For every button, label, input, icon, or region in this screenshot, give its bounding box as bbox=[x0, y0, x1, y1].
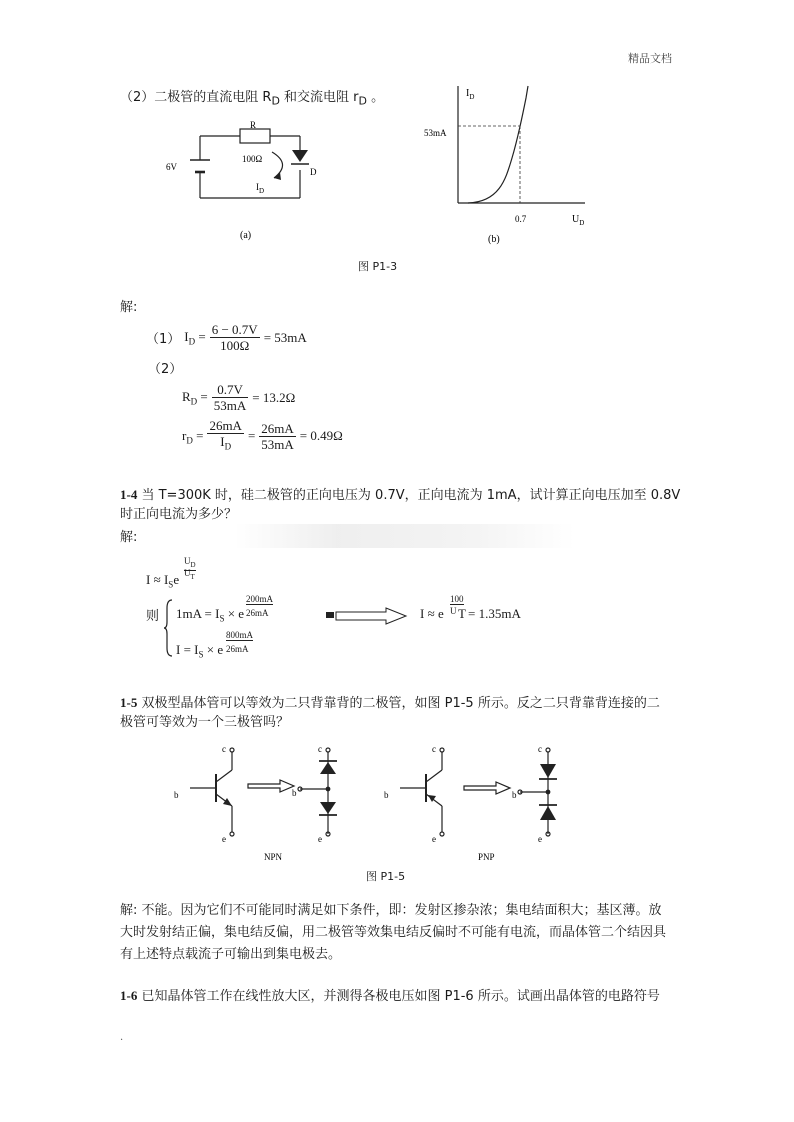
svg-text:e: e bbox=[432, 834, 436, 844]
resistor-label: R bbox=[250, 120, 257, 130]
svg-text:c: c bbox=[222, 744, 226, 754]
figure-caption-p1-5: 图 P1-5 bbox=[366, 870, 406, 883]
implies-arrow bbox=[326, 606, 410, 626]
circuit-diagram-a bbox=[160, 118, 340, 243]
iv-curve-graph-b bbox=[420, 78, 600, 248]
svg-text:b: b bbox=[384, 790, 389, 800]
header-watermark: 精品文档 bbox=[628, 52, 672, 65]
svg-text:b: b bbox=[512, 790, 517, 800]
x-value-label: 0.7 bbox=[515, 214, 527, 224]
y-axis-label: $I_D$ bbox=[466, 88, 475, 101]
svg-text:b: b bbox=[174, 790, 179, 800]
svg-text:c: c bbox=[538, 744, 542, 754]
eq-system-1: $1mA = I_S \times e$ 200mA 26mA bbox=[176, 594, 273, 624]
svg-text:e: e bbox=[538, 834, 542, 844]
graph-caption: (b) bbox=[488, 234, 500, 245]
figure-caption-p1-3: 图 P1-3 bbox=[358, 260, 398, 273]
circuit-caption: (a) bbox=[240, 230, 252, 241]
part2-label: （2） bbox=[148, 362, 183, 377]
p16-question: 1-6 已知晶体管工作在线性放大区，并测得各极电压如图 P1-6 所示。试画出晶体管的电路符号 bbox=[120, 988, 660, 1004]
brace bbox=[164, 598, 174, 658]
eq-rd: $R_D$ = $\frac{0.7V}{53mA}$ = 13.2Ω bbox=[182, 382, 296, 413]
npn-label: NPN bbox=[264, 852, 283, 862]
eq-rd-ac: $r_D$ = $\frac{26mA}{I_D}$ = $\frac{26mA}{53mA}$ = 0.49Ω bbox=[182, 418, 343, 452]
resistor-symbol bbox=[240, 129, 270, 143]
x-axis-label: $U_D$ bbox=[572, 214, 585, 227]
resistance-label: 100Ω bbox=[242, 154, 263, 164]
svg-text:b: b bbox=[292, 788, 297, 798]
y-value-label: 53mA bbox=[424, 128, 447, 138]
p15-question: 1-5 双极型晶体管可以等效为二只背靠背的二极管，如图 P1-5 所示。反之二只背靠背连接的二 极管可等效为一个三极管吗？ bbox=[120, 695, 660, 730]
current-label: $I_D$ bbox=[256, 182, 265, 195]
pnp-label: PNP bbox=[478, 852, 495, 862]
svg-text:c: c bbox=[432, 744, 436, 754]
footer-dot: . bbox=[120, 1032, 124, 1043]
iv-curve bbox=[468, 86, 528, 203]
figure-p1-5 bbox=[160, 740, 590, 865]
diode-label: D bbox=[310, 167, 317, 177]
p14-question: 1-4 当 T=300K 时，硅二极管的正向电压为 0.7V，正向电流为 1mA，试计算正向电压加至 0.8V 时正向电流为多少？ bbox=[120, 487, 681, 522]
eq-part1: （1） $I_D$ = $\frac{6 - 0.7V}{100\Omega}$ = 53mA bbox=[146, 322, 307, 353]
eq-diode-main: $I \approx I_Se$ $U_D$ $U_T$ bbox=[146, 556, 196, 590]
source-label: 6V bbox=[166, 162, 177, 172]
svg-text:c: c bbox=[318, 744, 322, 754]
p15-answer: 解: 不能。因为它们不可能同时满足如下条件，即：发射区掺杂浓；集电结面积大；基区薄。放 大时发射结正偏，集电结反偏，用二极管等效集电结反偏时不可能有电流，而晶体管二个结因具 有上述特点载流子可输出到集电极去。 bbox=[120, 903, 667, 962]
diode-symbol bbox=[292, 150, 308, 162]
solution-label: 解: bbox=[120, 300, 138, 315]
svg-text:e: e bbox=[318, 834, 322, 844]
svg-text:e: e bbox=[222, 834, 226, 844]
then-label: 则 bbox=[146, 609, 160, 624]
eq-system-2: $I = I_S \times e$ 800mA 26mA bbox=[176, 630, 253, 660]
p13-question: （2）二极管的直流电阻 $R_D$ 和交流电阻 $r_D$ 。 bbox=[120, 90, 385, 108]
eq-result: I ≈ e 100 U T = 1.35mA bbox=[420, 594, 521, 621]
scan-smudge bbox=[235, 524, 575, 548]
p14-solution-label: 解: bbox=[120, 530, 138, 545]
